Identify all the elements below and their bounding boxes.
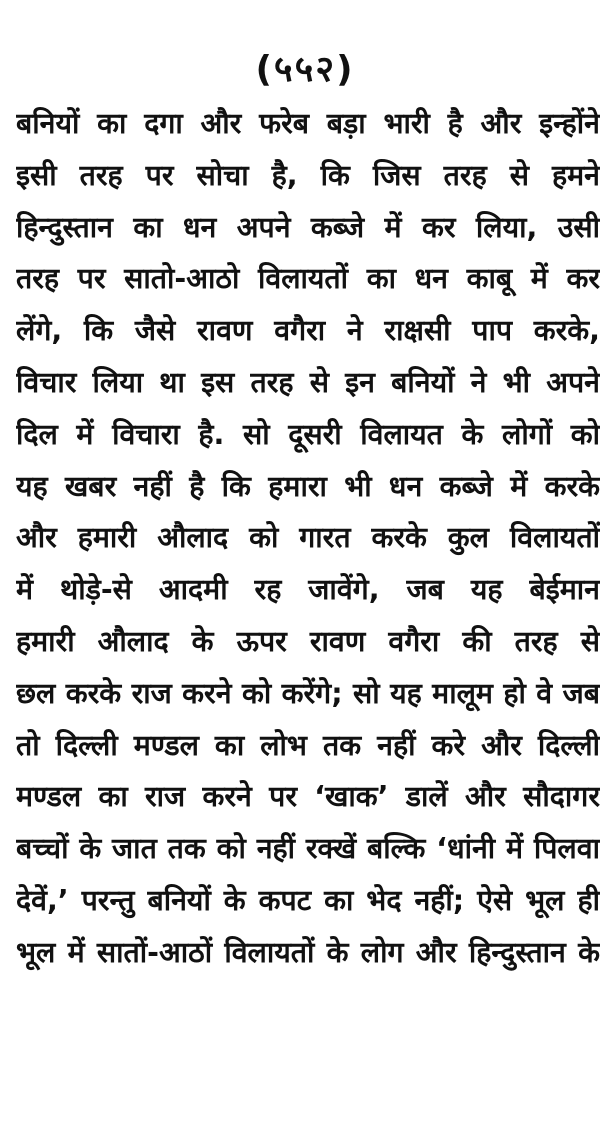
text-line-2: इसी तरह पर सोचा है, कि जिस तरह से हमने	[16, 158, 600, 192]
text-line-7: दिल में विचारा है. सो दूसरी विलायत के लोगों को	[16, 417, 600, 451]
page-number: (५५२)	[255, 49, 355, 90]
text-line-15: बच्चों के जात तक को नहीं रक्खें बल्कि ‘धांनी में पिलवा	[16, 832, 600, 866]
text-line-5: लेंगे, कि जैसे रावण वगैरा ने राक्षसी पाप करके,	[16, 314, 600, 348]
text-line-8: यह खबर नहीं है कि हमारा भी धन कब्जे में करके	[16, 469, 600, 503]
text-line-12: छल करके राज करने को करेंगे; सो यह मालूम हो वे जब	[16, 676, 600, 710]
body-text	[16, 98, 600, 979]
text-line-6: विचार लिया था इस तरह से इन बनियों ने भी अपने	[16, 365, 600, 399]
text-line-16: देवें,’ परन्तु बनियों के कपट का भेद नहीं; ऐसे भूल ही	[16, 883, 600, 917]
text-line-3: हिन्दुस्तान का धन अपने कब्जे में कर लिया, उसी	[16, 210, 600, 244]
text-line-11: हमारी औलाद के ऊपर रावण वगैरा की तरह से	[16, 624, 600, 658]
text-line-14: मण्डल का राज करने पर ‘खाक’ डालें और सौदागर	[16, 780, 600, 814]
text-line-10: में थोड़े-से आदमी रह जावेंगे, जब यह बेईमान	[16, 573, 600, 607]
text-line-17: भूल में सातों-आठों विलायतों के लोग और हिन्दुस्तान के	[16, 935, 600, 969]
text-line-9: और हमारी औलाद को गारत करके कुल विलायतों	[16, 521, 600, 555]
text-line-1: बनियों का दगा और फरेब बड़ा भारी है और इन्होंने	[16, 107, 600, 140]
text-line-13: तो दिल्ली मण्डल का लोभ तक नहीं करे और दिल्ली	[16, 728, 600, 762]
text-line-4: तरह पर सातो-आठो विलायतों का धन काबू में कर	[16, 262, 600, 296]
